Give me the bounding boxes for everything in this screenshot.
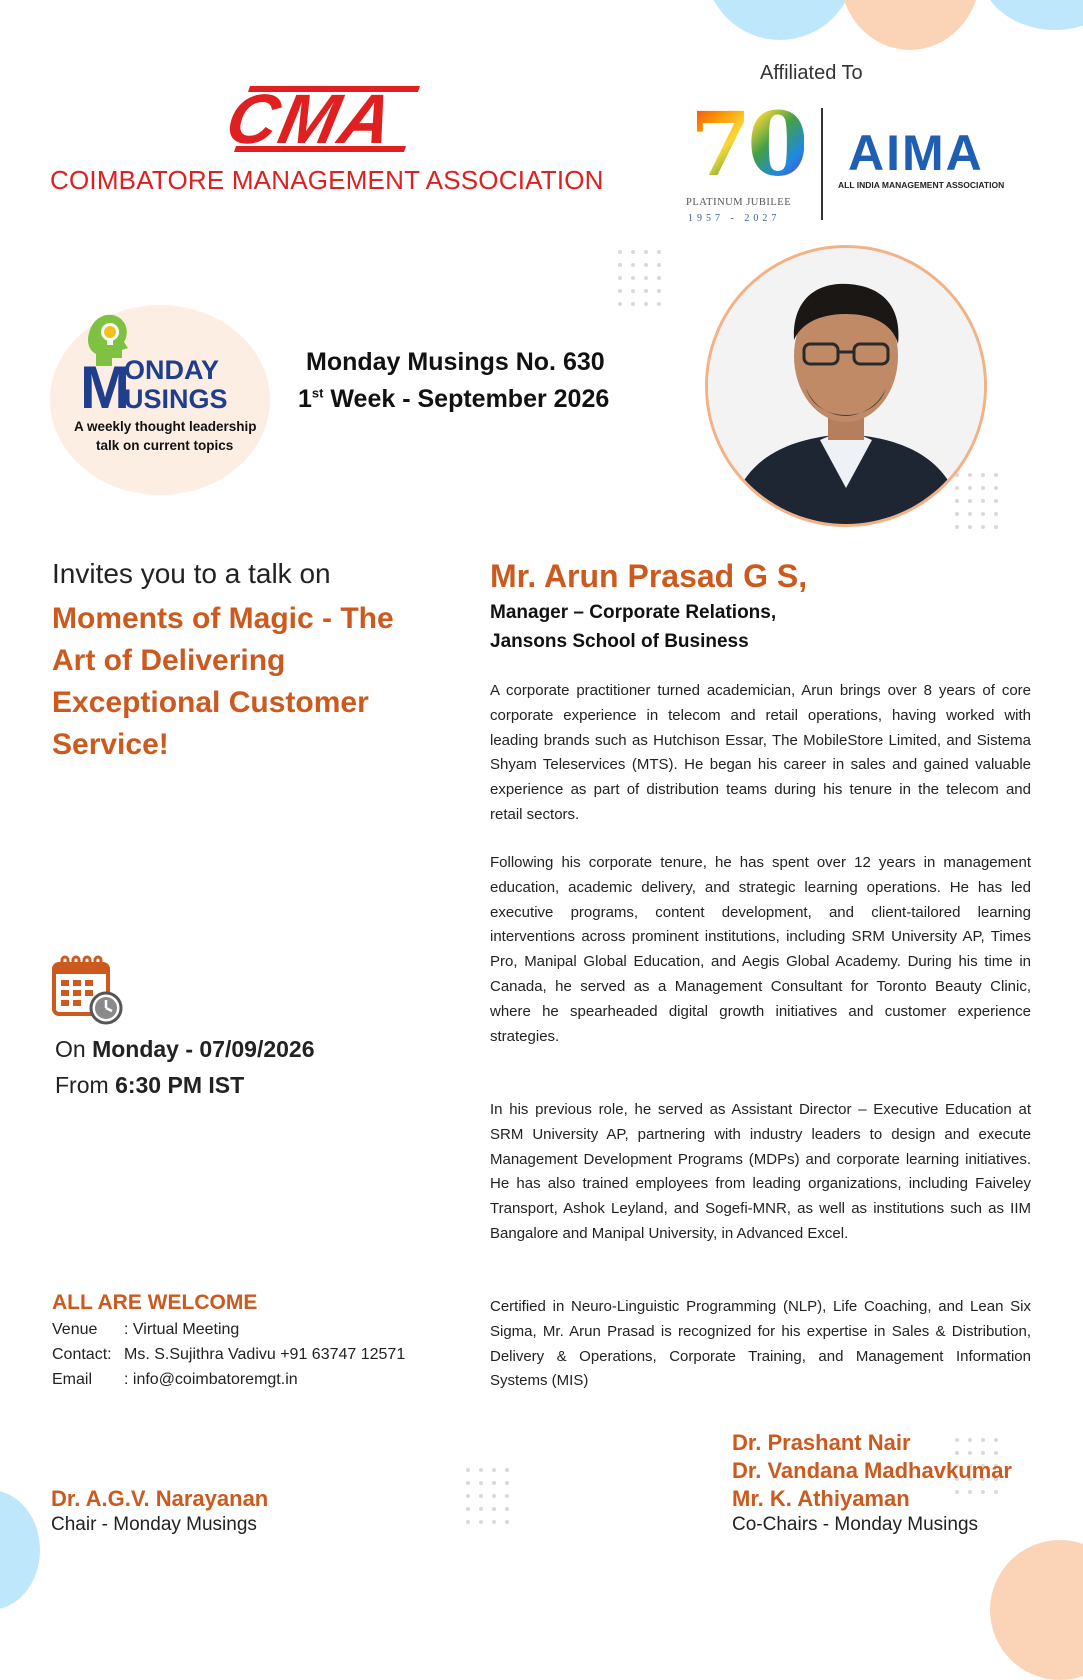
- decor-dot: [657, 289, 661, 293]
- date-prefix: On: [55, 1036, 93, 1062]
- speaker-role: Manager – Corporate Relations,: [490, 602, 777, 623]
- decor-dot: [492, 1494, 496, 1498]
- decor-dot: [981, 1438, 985, 1442]
- contact-row: [52, 1346, 405, 1364]
- decor-dot: [631, 263, 635, 267]
- affiliated-label: Affiliated To: [760, 62, 863, 84]
- decor-dot: [955, 525, 959, 529]
- week-number: 1: [298, 385, 312, 413]
- event-time: [55, 1072, 244, 1099]
- chair-name: Dr. A.G.V. Narayanan: [51, 1486, 269, 1511]
- speaker-name: Mr. Arun Prasad G S,: [490, 558, 808, 594]
- time-prefix: From: [55, 1072, 116, 1098]
- musings-logo-m: M: [80, 354, 130, 421]
- decor-circle-top-blue: [705, 0, 855, 40]
- speaker-photo: [705, 245, 987, 527]
- decor-dot: [657, 250, 661, 254]
- decor-dot: [657, 263, 661, 267]
- issue-week: [298, 385, 609, 414]
- decor-dot: [644, 289, 648, 293]
- decor-dot: [631, 276, 635, 280]
- decor-dot: [955, 499, 959, 503]
- decor-dot: [618, 263, 622, 267]
- decor-dot: [505, 1468, 509, 1472]
- decor-dot: [955, 1451, 959, 1455]
- decor-dot: [505, 1481, 509, 1485]
- decor-dot: [479, 1494, 483, 1498]
- decor-dot: [618, 250, 622, 254]
- decor-dot: [955, 1490, 959, 1494]
- decor-dot: [968, 525, 972, 529]
- cochair-name: Dr. Vandana Madhavkumar: [732, 1458, 1012, 1483]
- decor-dot: [479, 1481, 483, 1485]
- decor-dot: [994, 486, 998, 490]
- invite-intro: Invites you to a talk on: [52, 558, 331, 589]
- cochair-name: Dr. Prashant Nair: [732, 1430, 911, 1455]
- venue-row: [52, 1321, 239, 1339]
- decor-dot: [644, 250, 648, 254]
- decor-dot: [994, 473, 998, 477]
- event-date: [55, 1036, 315, 1063]
- decor-dot: [492, 1468, 496, 1472]
- chair-role: Chair - Monday Musings: [51, 1514, 257, 1535]
- decor-dot: [955, 1438, 959, 1442]
- decor-dot: [968, 1438, 972, 1442]
- decor-circle-top-blue-right: [980, 0, 1083, 30]
- decor-dot: [955, 486, 959, 490]
- jubilee-label: PLATINUM JUBILEE: [686, 197, 792, 208]
- decor-dot: [994, 525, 998, 529]
- decor-dots-bottom: [466, 1468, 509, 1524]
- decor-dot: [505, 1494, 509, 1498]
- decor-dot: [981, 1490, 985, 1494]
- decor-dot: [644, 276, 648, 280]
- decor-dot: [981, 512, 985, 516]
- contact-value: Ms. S.Sujithra Vadivu +91 63747 12571: [124, 1346, 406, 1363]
- issue-number: Monday Musings No. 630: [306, 348, 605, 376]
- speaker-bio-paragraph: A corporate practitioner turned academician, Arun brings over 8 years of core corporate experience in telecom and retail operations, having worked with leading brands such as Hutchison Essar, The MobileStore Limited, and Sistema Shyam Teleservices (MTS). He began his career in sales and gained valuable experience as part of distribution teams during his tenure in the telecom and retail sectors.: [490, 682, 1031, 823]
- aima-logo: AIMA: [848, 125, 984, 181]
- week-suffix: st: [311, 385, 324, 401]
- decor-dot: [479, 1468, 483, 1472]
- decor-dot: [631, 289, 635, 293]
- decor-dot: [968, 486, 972, 490]
- decor-dot: [618, 302, 622, 306]
- decor-dot: [631, 302, 635, 306]
- logo-divider: [821, 108, 823, 220]
- decor-dot: [994, 499, 998, 503]
- decor-dot: [492, 1481, 496, 1485]
- speaker-bio-paragraph: Certified in Neuro-Linguistic Programming (NLP), Life Coaching, and Lean Six Sigma, Mr. Arun Prasad is recognized for his expertise in Sales & Distribution, Delivery & Operations, Corporate Training, and Management Information Systems (MIS): [490, 1298, 1031, 1390]
- jubilee-years: 1957 - 2027: [688, 213, 781, 224]
- time-value: 6:30 PM IST: [115, 1072, 245, 1098]
- decor-dot: [955, 512, 959, 516]
- decor-dot: [657, 276, 661, 280]
- decor-dot: [968, 1451, 972, 1455]
- decor-dot: [492, 1507, 496, 1511]
- association-name: COIMBATORE MANAGEMENT ASSOCIATION: [50, 165, 604, 195]
- email-value[interactable]: : info@coimbatoremgt.in: [124, 1371, 298, 1388]
- welcome-heading: ALL ARE WELCOME: [52, 1291, 258, 1314]
- decor-circle-bottom-right: [990, 1540, 1083, 1680]
- decor-dot: [466, 1507, 470, 1511]
- email-row: [52, 1371, 298, 1389]
- decor-dot: [994, 1451, 998, 1455]
- musings-tagline-1: A weekly thought leadership: [74, 419, 257, 434]
- decor-dot: [618, 276, 622, 280]
- venue-label: Venue: [52, 1321, 98, 1338]
- cochairs-role: Co-Chairs - Monday Musings: [732, 1514, 979, 1535]
- decor-dot: [968, 499, 972, 503]
- decor-dot: [618, 289, 622, 293]
- decor-dot: [479, 1520, 483, 1524]
- decor-dot: [968, 473, 972, 477]
- decor-dot: [657, 302, 661, 306]
- cma-logo: CMA: [219, 80, 402, 158]
- speaker-portrait: [708, 248, 984, 524]
- decor-dot: [644, 302, 648, 306]
- decor-dot: [466, 1494, 470, 1498]
- decor-dot: [505, 1507, 509, 1511]
- decor-dot: [492, 1520, 496, 1524]
- musings-logo-usings: USINGS: [124, 384, 228, 414]
- decor-dot: [994, 512, 998, 516]
- decor-dot: [466, 1520, 470, 1524]
- decor-circle-top-peach: [840, 0, 980, 50]
- email-label: Email: [52, 1371, 93, 1388]
- aima-full-name: ALL INDIA MANAGEMENT ASSOCIATION: [838, 180, 1005, 190]
- decor-dot: [981, 499, 985, 503]
- decor-dot: [479, 1507, 483, 1511]
- decor-dot: [968, 1490, 972, 1494]
- decor-dot: [981, 473, 985, 477]
- decor-dot: [981, 525, 985, 529]
- decor-dots-photo: [955, 473, 998, 529]
- week-rest: Week - September 2026: [323, 385, 610, 413]
- venue-value: : Virtual Meeting: [124, 1321, 240, 1338]
- contact-label: Contact:: [52, 1346, 112, 1363]
- musings-logo-onday: ONDAY: [124, 355, 220, 385]
- calendar-clock-icon: [52, 954, 124, 1026]
- speaker-bio-paragraph: In his previous role, he served as Assistant Director – Executive Education at SRM University AP, partnering with industry leaders to design and execute Management Development Programs (MDPs) and corporate learning initiatives. He has also trained employees from leading organizations, including Faiveley Transport, Ashok Leyland, and Sogefi-MNR, as well as institutions such as IIM Bangalore and Manipal University, in Advanced Excel.: [490, 1101, 1031, 1242]
- platinum-jubilee-logo: 70: [690, 92, 805, 196]
- decor-dot: [981, 1451, 985, 1455]
- decor-dot: [644, 263, 648, 267]
- decor-dot: [994, 1490, 998, 1494]
- talk-title: Moments of Magic - The Art of Delivering Exceptional Customer Service!: [52, 602, 394, 761]
- speaker-organization: Jansons School of Business: [490, 631, 749, 652]
- decor-dot: [968, 512, 972, 516]
- musings-tagline-2: talk on current topics: [96, 438, 234, 453]
- decor-dot: [631, 250, 635, 254]
- cochair-name: Mr. K. Athiyaman: [732, 1486, 910, 1511]
- decor-dot: [466, 1481, 470, 1485]
- decor-circle-bottom-left: [0, 1490, 40, 1610]
- decor-dot: [981, 486, 985, 490]
- decor-dot: [994, 1438, 998, 1442]
- decor-dot: [466, 1468, 470, 1472]
- speaker-bio-paragraph: Following his corporate tenure, he has spent over 12 years in management education, academic delivery, and strategic learning operations. He has led executive programs, content development, and client-tailored learning interventions across prominent institutions, including SRM University AP, Times Pro, Manipal Global Education, and Aegis Global Academy. During his time in Canada, he served as a Management Consultant for Toronto Beauty Clinic, where he spearheaded digital growth initiatives and customer experience strategies.: [490, 854, 1031, 1045]
- date-value: Monday - 07/09/2026: [92, 1036, 315, 1062]
- decor-dots-top: [618, 250, 661, 306]
- decor-dot: [505, 1520, 509, 1524]
